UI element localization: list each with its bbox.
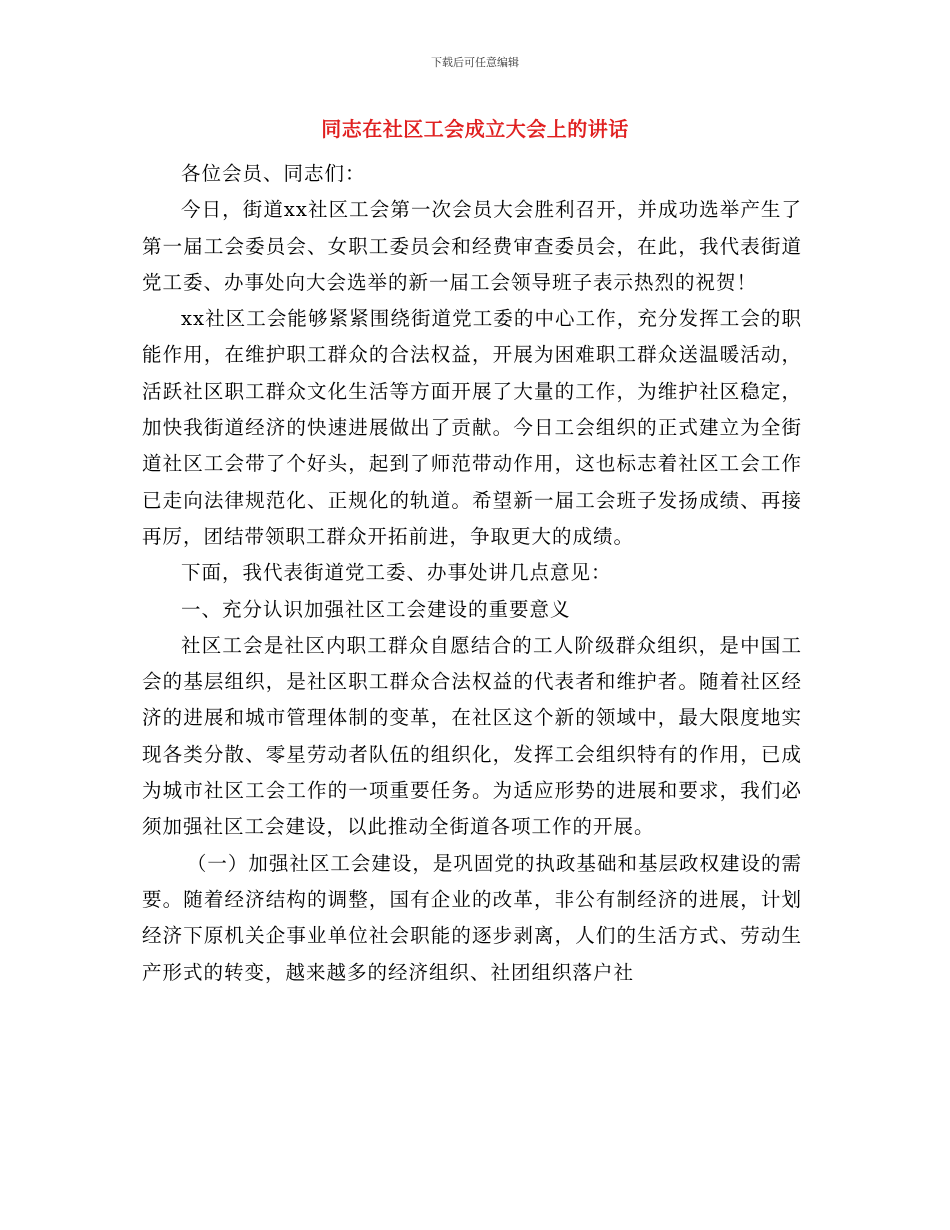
- section-heading: 一、充分认识加强社区工会建设的重要意义: [181, 597, 571, 621]
- body-paragraph: xx社区工会能够紧紧围绕街道党工委的中心工作，充分发挥工会的职能作用，在维护职工群众的合法权益，开展为困难职工群众送温暖活动，活跃社区职工群众文化生活等方面开展了大量的工作，为维护社区稳定，加快我街道经济的快速进展做出了贡献。今日工会组织的正式建立为全街道社区工会带了个好头，起到了师范带动作用，这也标志着社区工会工作已走向法律规范化、正规化的轨道。希望新一届工会班子发扬成绩、再接再厉，团结带领职工群众开拓前进，争取更大的成绩。: [142, 307, 802, 548]
- header-note: 下载后可任意编辑: [431, 56, 519, 69]
- body-paragraph: 下面，我代表街道党工委、办事处讲几点意见：: [181, 561, 612, 585]
- document-body: [142, 156, 802, 991]
- document-title: 同志在社区工会成立大会上的讲话: [321, 117, 629, 141]
- body-paragraph: 社区工会是社区内职工群众自愿结合的工人阶级群众组织，是中国工会的基层组织，是社区职工群众合法权益的代表者和维护者。随着社区经济的进展和城市管理体制的变革，在社区这个新的领域中，最大限度地实现各类分散、零星劳动者队伍的组织化，发挥工会组织特有的作用，已成为城市社区工会工作的一项重要任务。为适应形势的进展和要求，我们必须加强社区工会建设，以此推动全街道各项工作的开展。: [142, 633, 802, 839]
- body-paragraph: 今日，街道xx社区工会第一次会员大会胜利召开，并成功选举产生了第一届工会委员会、女职工委员会和经费审查委员会，在此，我代表街道党工委、办事处向大会选举的新一届工会领导班子表示热烈的祝贺！: [142, 198, 802, 294]
- subsection-paragraph: （一）加强社区工会建设，是巩固党的执政基础和基层政权建设的需要。随着经济结构的调整，国有企业的改革，非公有制经济的进展，计划经济下原机关企事业单位社会职能的逐步剥离，人们的生活方式、劳动生产形式的转变，越来越多的经济组织、社团组织落户社: [142, 851, 802, 984]
- salutation-paragraph: 各位会员、同志们：: [181, 162, 366, 185]
